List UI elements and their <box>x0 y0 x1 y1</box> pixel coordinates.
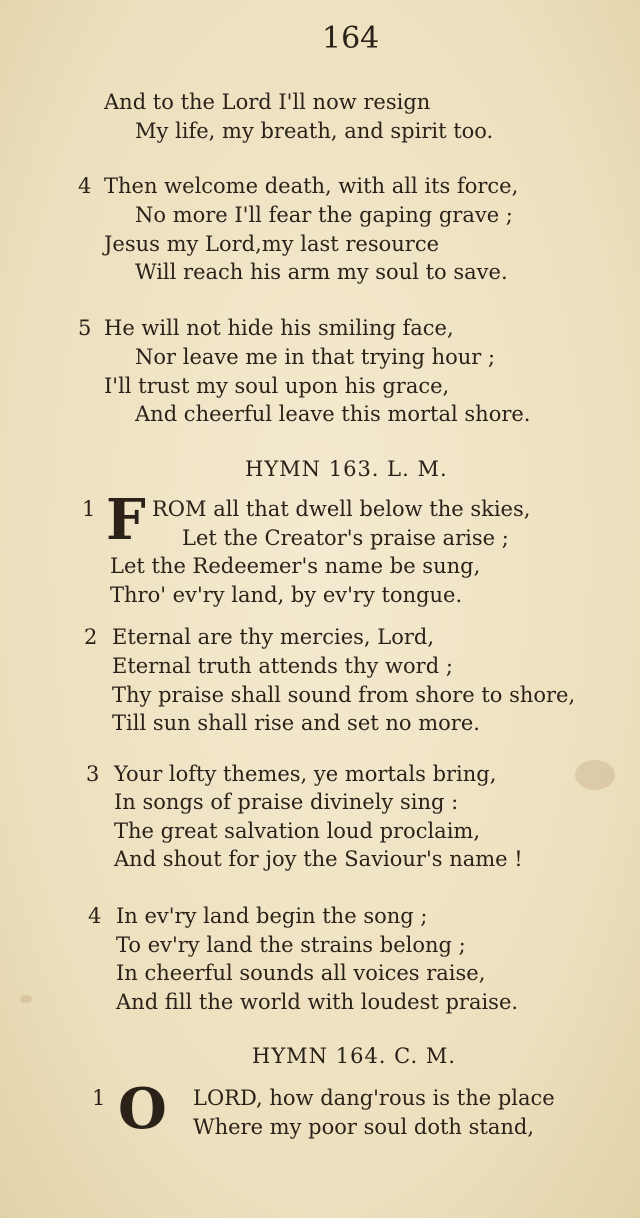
hymn-164-title: HYMN 164. C. M. <box>252 1044 457 1068</box>
stanza-number: 2 <box>84 625 98 649</box>
verse-line: The great salvation loud proclaim, <box>114 819 481 843</box>
drop-cap: F <box>106 487 146 553</box>
verse-line: ROM all that dwell below the skies, <box>152 497 531 521</box>
verse-line: And shout for joy the Saviour's name ! <box>114 847 523 871</box>
verse-line: Your lofty themes, ye mortals bring, <box>114 762 497 786</box>
verse-line: Eternal truth attends thy word ; <box>112 654 453 678</box>
stanza-number: 4 <box>78 174 92 198</box>
verse-line: My life, my breath, and spirit too. <box>135 119 494 143</box>
verse-line: Let the Creator's praise arise ; <box>182 526 509 550</box>
verse-line: And to the Lord I'll now resign <box>104 90 431 114</box>
verse-line: In songs of praise divinely sing : <box>114 790 459 814</box>
paper-stain <box>575 760 615 790</box>
verse-line: Thy praise shall sound from shore to shore, <box>112 683 576 707</box>
verse-line: In ev'ry land begin the song ; <box>116 904 428 928</box>
verse-line: He will not hide his smiling face, <box>104 316 454 340</box>
verse-line: In cheerful sounds all voices raise, <box>116 961 486 985</box>
verse-line: And cheerful leave this mortal shore. <box>135 402 531 426</box>
stanza-number: 1 <box>92 1086 106 1110</box>
verse-line: Will reach his arm my soul to save. <box>135 260 508 284</box>
verse-line: And fill the world with loudest praise. <box>116 990 519 1014</box>
verse-line: Till sun shall rise and set no more. <box>112 711 480 735</box>
verse-line: Nor leave me in that trying hour ; <box>135 345 496 369</box>
stanza-number: 5 <box>78 316 92 340</box>
verse-line: Where my poor soul doth stand, <box>193 1115 535 1139</box>
paper-stain <box>20 995 32 1003</box>
stanza-number: 3 <box>86 762 100 786</box>
stanza-number: 4 <box>88 904 102 928</box>
verse-line: No more I'll fear the gaping grave ; <box>135 203 513 227</box>
verse-line: Thro' ev'ry land, by ev'ry tongue. <box>110 583 463 607</box>
verse-line: Let the Redeemer's name be sung, <box>110 554 481 578</box>
verse-line: LORD, how dang'rous is the place <box>193 1086 555 1110</box>
hymn-163-title: HYMN 163. L. M. <box>245 457 448 481</box>
drop-cap: O <box>118 1076 167 1142</box>
page-number: 164 <box>322 21 380 56</box>
verse-line: Then welcome death, with all its force, <box>104 174 519 198</box>
verse-line: Eternal are thy mercies, Lord, <box>112 625 434 649</box>
verse-line: To ev'ry land the strains belong ; <box>116 933 466 957</box>
stanza-number: 1 <box>82 497 96 521</box>
verse-line: Jesus my Lord,my last resource <box>104 232 440 256</box>
verse-line: I'll trust my soul upon his grace, <box>104 374 450 398</box>
